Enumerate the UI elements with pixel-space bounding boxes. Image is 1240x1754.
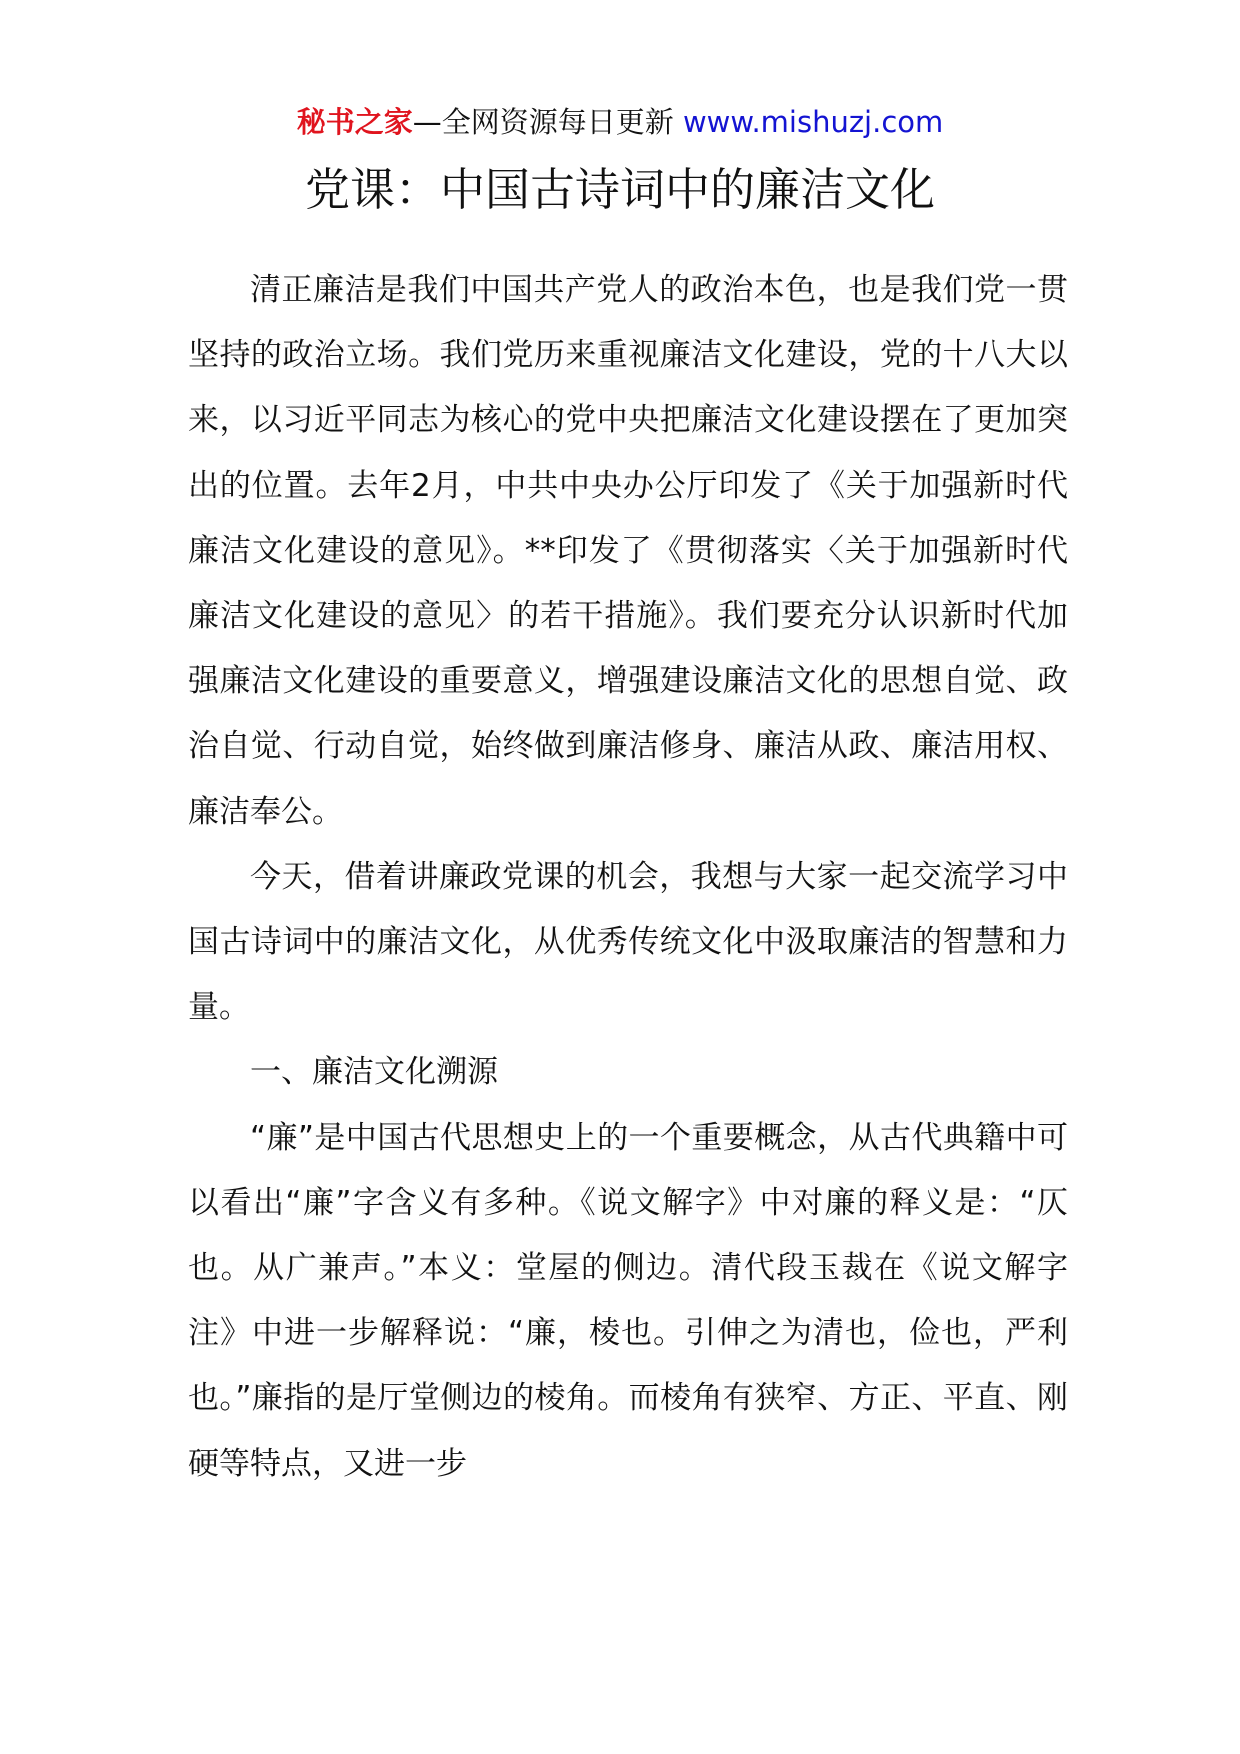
paragraph-purpose: 今天，借着讲廉政党课的机会，我想与大家一起交流学习中国古诗词中的廉洁文化，从优秀传统文化中汲取廉洁的智慧和力量。: [188, 858, 1068, 1026]
document-body: [188, 258, 1068, 1497]
header-tagline: —全网资源每日更新: [412, 105, 683, 139]
page-title: 党课：中国古诗词中的廉洁文化: [304, 163, 935, 216]
header-url[interactable]: www.mishuzj.com: [682, 105, 944, 139]
site-header: [0, 102, 1240, 142]
paragraph-lian-origin: “廉”是中国古代思想史上的一个重要概念，从古代典籍中可以看出“廉”字含义有多种。《说文解字》中对廉的释义是：“仄也。从广兼声。”本义：堂屋的侧边。清代段玉裁在《说文解字注》中进一步解释说：“廉，棱也。引伸之为清也，俭也，严利也。”廉指的是厅堂侧边的棱角。而棱角有狭窄、方正、平直、刚硬等特点，又进一步: [188, 1119, 1068, 1482]
brand-name: 秘书之家: [296, 105, 413, 139]
paragraph-intro: 清正廉洁是我们中国共产党人的政治本色，也是我们党一贯坚持的政治立场。我们党历来重视廉洁文化建设，党的十八大以来，以习近平同志为核心的党中央把廉洁文化建设摆在了更加突出的位置。去年2月，中共中央办公厅印发了《关于加强新时代廉洁文化建设的意见》。**印发了《贯彻落实〈关于加强新时代廉洁文化建设的意见〉的若干措施》。我们要充分认识新时代加强廉洁文化建设的重要意义，增强建设廉洁文化的思想自觉、政治自觉、行动自觉，始终做到廉洁修身、廉洁从政、廉洁用权、廉洁奉公。: [188, 272, 1068, 830]
section-heading: 一、廉洁文化溯源: [250, 1054, 498, 1091]
